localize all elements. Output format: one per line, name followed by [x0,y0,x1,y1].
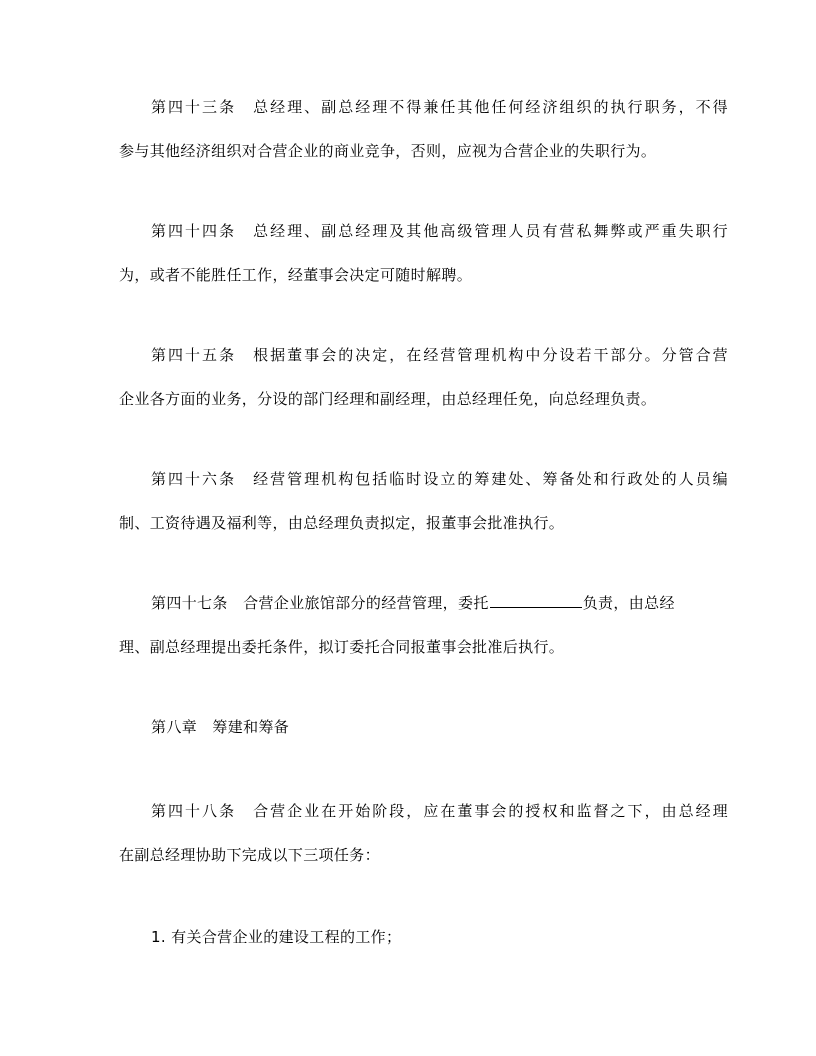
article-45-line-2: 企业各方面的业务，分设的部门经理和副经理，由总经理任免，向总经理负责。 [119,390,657,408]
article-46-line-2: 制、工资待遇及福利等，由总经理负责拟定，报董事会批准执行。 [119,514,565,532]
article-47-text-before-blank: 第四十七条 合营企业旅馆部分的经营管理，委托 [151,594,489,612]
article-44-line-1: 第四十四条 总经理、副总经理及其他高级管理人员有营私舞弊或严重失职行 [151,222,728,240]
article-45-line-1: 第四十五条 根据董事会的决定，在经营管理机构中分设若干部分。分管合营 [151,346,728,364]
list-item-1: 1. 有关合营企业的建设工程的工作； [151,928,402,946]
article-44-line-2: 为，或者不能胜任工作，经董事会决定可随时解聘。 [119,266,473,284]
article-47-line-2: 理、副总经理提出委托条件，拟订委托合同报董事会批准后执行。 [119,638,565,656]
entrusted-party-blank [490,593,582,608]
article-46-line-1: 第四十六条 经营管理机构包括临时设立的筹建处、筹备处和行政处的人员编 [151,470,728,488]
article-48-line-2: 在副总经理协助下完成以下三项任务： [119,846,380,864]
article-47-text-after-blank: 负责，由总经 [582,594,675,612]
article-47-line-1 [151,593,675,613]
article-43-line-2: 参与其他经济组织对合营企业的商业竞争，否则，应视为合营企业的失职行为。 [119,142,657,160]
article-48-line-1: 第四十八条 合营企业在开始阶段，应在董事会的授权和监督之下，由总经理 [151,802,728,820]
chapter-8-heading: 第八章 筹建和筹备 [151,718,290,736]
article-43-line-1: 第四十三条 总经理、副总经理不得兼任其他任何经济组织的执行职务，不得 [151,98,728,116]
